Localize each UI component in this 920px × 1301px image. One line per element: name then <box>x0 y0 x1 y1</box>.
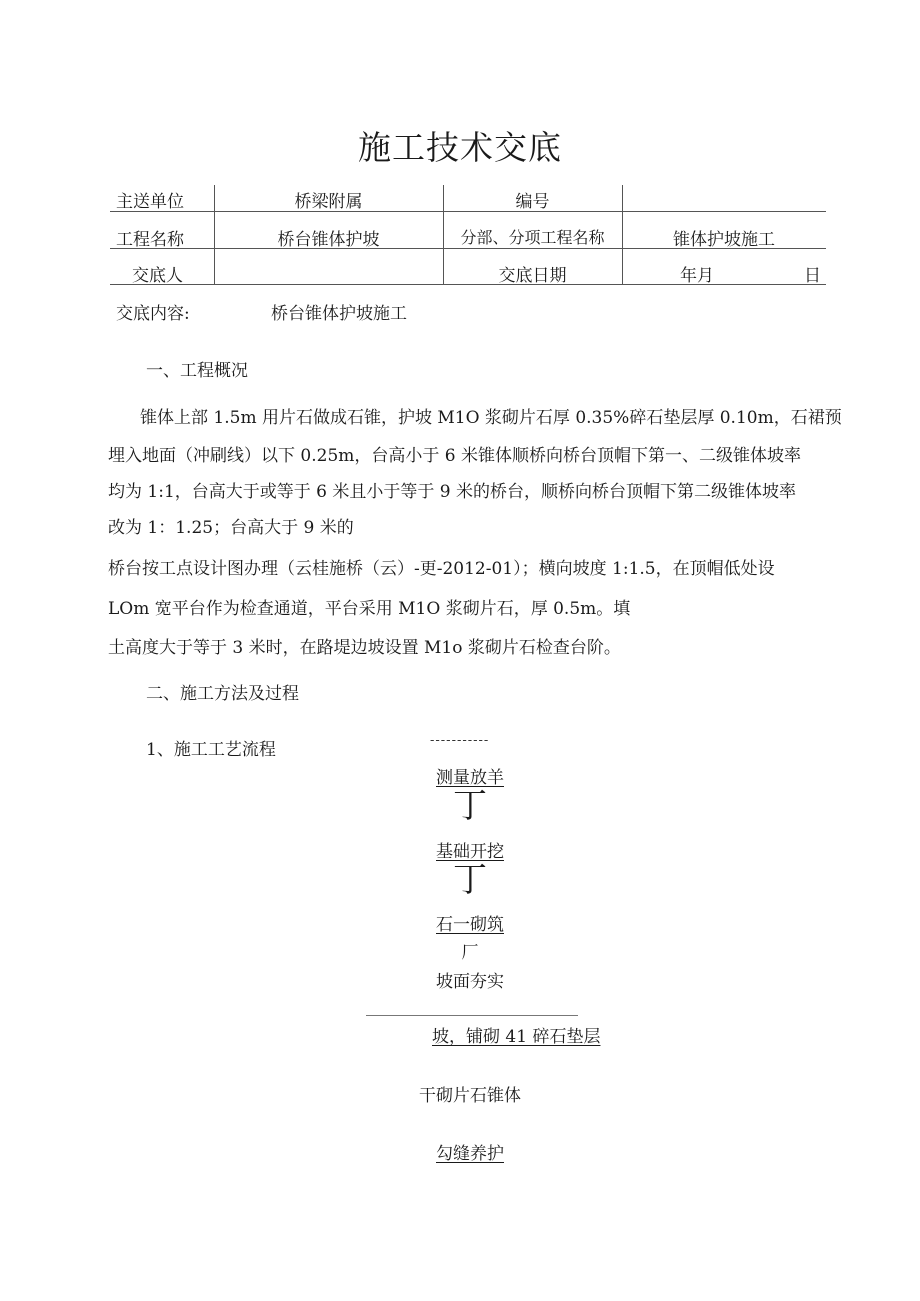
section2-heading: 二、施工方法及过程 <box>146 684 299 704</box>
paragraph-line: LOm 宽平台作为检查通道，平台采用 M1O 浆砌片石，厚 0.5m。填 <box>108 599 631 619</box>
flow-step-gravel: 坡，铺砌 41 碎石垫层 <box>432 1027 601 1047</box>
paragraph-line: 埋入地面（冲刷线）以下 0.25m，台高小于 6 米锥体顺桥向桥台顶帽下第一、二级锥体坡率 <box>108 446 801 466</box>
project-value: 桥台锥体护坡 <box>277 230 380 250</box>
flow-subheading: 1、施工工艺流程 <box>146 740 276 760</box>
section1-heading: 一、工程概况 <box>146 361 248 381</box>
project-label: 工程名称 <box>116 230 184 250</box>
content-value: 桥台锥体护坡施工 <box>271 304 407 324</box>
subproject-value: 锥体护坡施工 <box>673 230 775 250</box>
flow-step-excavation: 基础开挖 <box>436 842 504 862</box>
date-label: 交底日期 <box>498 266 567 286</box>
flow-step-dry-masonry: 干砌片石锥体 <box>419 1086 521 1106</box>
date-day: 日 <box>804 266 821 286</box>
flow-dash-line: ----------- <box>430 733 490 748</box>
flow-arrow-icon: 丁 <box>453 860 487 900</box>
flow-step-masonry: 石一砌筑 <box>436 915 504 935</box>
content-label: 交底内容: <box>116 304 190 324</box>
subproject-label: 分部、分项工程名称 <box>460 228 605 247</box>
page-title: 施工技术交底 <box>358 128 562 167</box>
sender-value: 桥梁附属 <box>294 192 363 212</box>
flow-step-compaction: 坡面夯实 <box>436 972 504 992</box>
paragraph-line: 均为 1:1，台高大于或等于 6 米且小于等于 9 米的桥台，顺桥向桥台顶帽下第二级锥体坡率 <box>108 482 797 502</box>
number-label: 编号 <box>515 192 550 212</box>
sender-label: 主送单位 <box>116 192 184 212</box>
paragraph-line: 改为 1：1.25；台高大于 9 米的 <box>108 518 354 538</box>
paragraph-line: 土高度大于等于 3 米时，在路堤边坡设置 M1o 浆砌片石检查台阶。 <box>108 638 621 658</box>
person-label: 交底人 <box>132 266 183 286</box>
date-year-month: 年月 <box>680 266 714 286</box>
flow-step-survey: 测量放羊 <box>436 768 504 788</box>
flow-arrow-icon: 丁 <box>453 786 487 826</box>
flow-rule <box>366 1015 578 1016</box>
flow-step-pointing: 勾缝养护 <box>436 1144 504 1164</box>
paragraph-line: 桥台按工点设计图办理（云桂施桥（云）-更-2012-01）；横向坡度 1:1.5，在顶帽低处设 <box>108 559 775 579</box>
paragraph-line: 锥体上部 1.5m 用片石做成石锥，护坡 M1O 浆砌片石厚 0.35%碎石垫层厚 0.10m，石裙预 <box>140 408 842 428</box>
flow-arrow-icon: 厂 <box>461 943 479 963</box>
